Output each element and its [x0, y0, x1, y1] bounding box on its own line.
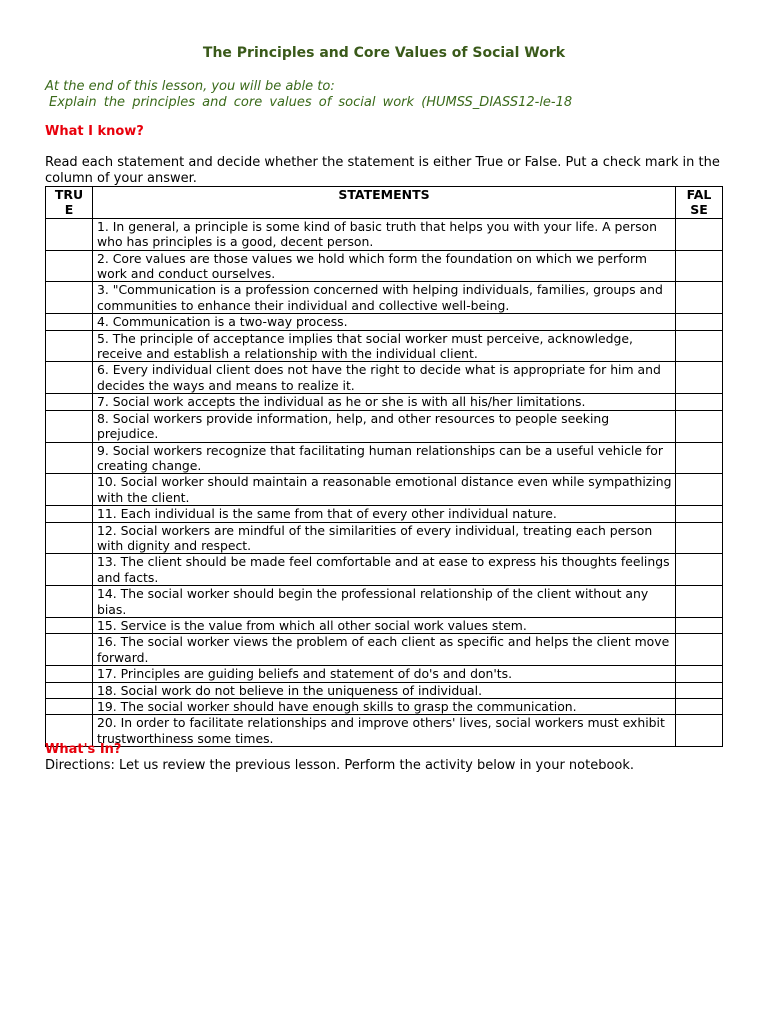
table-row [46, 699, 723, 715]
statement-text: 9. Social workers recognize that facilitating human relationships can be a useful vehicle for creating change. [93, 442, 676, 474]
statement-text: 1. In general, a principle is some kind of basic truth that helps you with your life. A person who has principles is a good, decent person. [93, 218, 676, 250]
statement-text: 20. In order to facilitate relationships and improve others' lives, social workers must exhibit trustworthiness some times. [93, 715, 676, 747]
false-check-cell[interactable] [676, 617, 723, 633]
table-row [46, 554, 723, 586]
table-row [46, 410, 723, 442]
false-check-cell[interactable] [676, 682, 723, 698]
true-check-cell[interactable] [46, 506, 93, 522]
statement-text: 6. Every individual client does not have the right to decide what is appropriate for him and decides the ways and means to realize it. [93, 362, 676, 394]
statement-text: 8. Social workers provide information, help, and other resources to people seeking prejudice. [93, 410, 676, 442]
statement-text: 5. The principle of acceptance implies that social worker must perceive, acknowledge, receive and establish a relationship with the individual client. [93, 330, 676, 362]
false-check-cell[interactable] [676, 330, 723, 362]
statement-text: 2. Core values are those values we hold which form the foundation on which we perform work and conduct ourselves. [93, 250, 676, 282]
statements-column-header: STATEMENTS [93, 187, 676, 219]
true-check-cell[interactable] [46, 410, 93, 442]
table-row [46, 442, 723, 474]
true-check-cell[interactable] [46, 474, 93, 506]
true-false-table [45, 186, 723, 747]
false-check-cell[interactable] [676, 699, 723, 715]
true-check-cell[interactable] [46, 586, 93, 618]
statement-text: 15. Service is the value from which all other social work values stem. [93, 617, 676, 633]
false-check-cell[interactable] [676, 506, 723, 522]
false-check-cell[interactable] [676, 666, 723, 682]
table-row [46, 586, 723, 618]
false-check-cell[interactable] [676, 410, 723, 442]
table-row [46, 617, 723, 633]
statement-text: 12. Social workers are mindful of the similarities of every individual, treating each person with dignity and respect. [93, 522, 676, 554]
true-column-header: TRU E [46, 187, 93, 219]
true-check-cell[interactable] [46, 282, 93, 314]
table-row [46, 474, 723, 506]
statement-text: 4. Communication is a two-way process. [93, 314, 676, 330]
true-check-cell[interactable] [46, 394, 93, 410]
false-column-header: FAL SE [676, 187, 723, 219]
statement-text: 14. The social worker should begin the professional relationship of the client without any bias. [93, 586, 676, 618]
false-check-cell[interactable] [676, 474, 723, 506]
true-check-cell[interactable] [46, 362, 93, 394]
true-check-cell[interactable] [46, 218, 93, 250]
table-row [46, 394, 723, 410]
table-row [46, 330, 723, 362]
statement-text: 3. "Communication is a profession concerned with helping individuals, families, groups and communities to enhance their individual and collective well-being. [93, 282, 676, 314]
statement-text: 11. Each individual is the same from that of every other individual nature. [93, 506, 676, 522]
table-header-row [46, 187, 723, 219]
table-row [46, 218, 723, 250]
directions-text: Directions: Let us review the previous lesson. Perform the activity below in your notebook. [45, 758, 635, 773]
whats-in-heading: What's In? [45, 742, 122, 757]
false-check-cell[interactable] [676, 442, 723, 474]
true-check-cell[interactable] [46, 682, 93, 698]
objective-item: Explain the principles and core values of social work (HUMSS_DIASS12-le-18 [49, 95, 573, 110]
table-row [46, 362, 723, 394]
false-check-cell[interactable] [676, 394, 723, 410]
statement-text: 17. Principles are guiding beliefs and statement of do's and don'ts. [93, 666, 676, 682]
false-check-cell[interactable] [676, 715, 723, 747]
true-check-cell[interactable] [46, 554, 93, 586]
true-check-cell[interactable] [46, 330, 93, 362]
table-row [46, 506, 723, 522]
table-row [46, 522, 723, 554]
statement-text: 13. The client should be made feel comfortable and at ease to express his thoughts feelings and facts. [93, 554, 676, 586]
table-row [46, 282, 723, 314]
false-check-cell[interactable] [676, 282, 723, 314]
true-check-cell[interactable] [46, 666, 93, 682]
true-check-cell[interactable] [46, 617, 93, 633]
true-check-cell[interactable] [46, 314, 93, 330]
true-check-cell[interactable] [46, 250, 93, 282]
learning-objective [45, 79, 572, 111]
false-check-cell[interactable] [676, 218, 723, 250]
true-check-cell[interactable] [46, 442, 93, 474]
page-title: The Principles and Core Values of Social Work [202, 45, 566, 61]
objective-intro: At the end of this lesson, you will be able to: [45, 79, 335, 94]
true-check-cell[interactable] [46, 634, 93, 666]
statement-text: 19. The social worker should have enough skills to grasp the communication. [93, 699, 676, 715]
statement-text: 10. Social worker should maintain a reasonable emotional distance even while sympathizing with the client. [93, 474, 676, 506]
true-check-cell[interactable] [46, 522, 93, 554]
table-row [46, 314, 723, 330]
false-check-cell[interactable] [676, 634, 723, 666]
false-check-cell[interactable] [676, 250, 723, 282]
table-row [46, 666, 723, 682]
false-check-cell[interactable] [676, 522, 723, 554]
true-check-cell[interactable] [46, 699, 93, 715]
table-row [46, 250, 723, 282]
what-i-know-heading: What I know? [45, 124, 144, 139]
table-row [46, 682, 723, 698]
statement-text: 18. Social work do not believe in the uniqueness of individual. [93, 682, 676, 698]
statement-text: 7. Social work accepts the individual as he or she is with all his/her limitations. [93, 394, 676, 410]
table-row [46, 715, 723, 747]
false-check-cell[interactable] [676, 554, 723, 586]
false-check-cell[interactable] [676, 314, 723, 330]
table-row [46, 634, 723, 666]
instructions-text: Read each statement and decide whether the statement is either True or False. Put a check mark in the column of your answer. [45, 155, 720, 186]
false-check-cell[interactable] [676, 586, 723, 618]
false-check-cell[interactable] [676, 362, 723, 394]
statement-text: 16. The social worker views the problem of each client as specific and helps the client move forward. [93, 634, 676, 666]
